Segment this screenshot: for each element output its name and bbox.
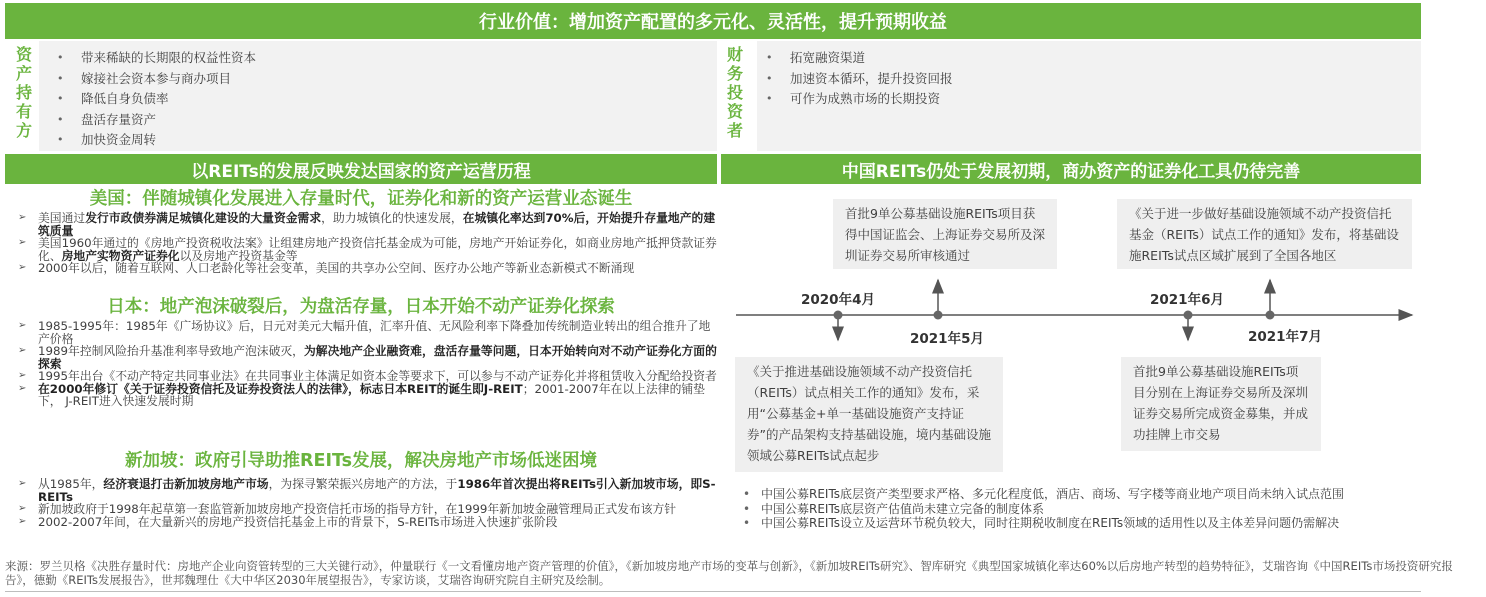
timeline-date-2021-05: 2021年5月 [910,331,984,347]
timeline-date-2020-04: 2020年4月 [801,292,875,308]
list-item: • 盘活存量资产 [55,110,256,131]
singapore-list [18,478,718,528]
footer-divider [5,591,1421,592]
timeline-box-2021-07: 首批9单公募基础设施REITs项目分别在上海证券交易所及深圳证券交易所完成资金募集，并成功挂牌上市交易 [1121,357,1321,451]
label-char: 务 [726,64,743,83]
list-item [18,383,718,408]
asset-holders-label [12,45,36,140]
list-item: ➢ 1995年出台《不动产特定共同事业法》在共同事业主体满足如资本金等要求下，可以参与不动产证券化并将租赁收入分配给投资者 [18,370,718,383]
list-item: ➢ 新加坡政府于1998年起草第一套监管新加坡房地产投资信托市场的指导方针，在1999年新加坡金融管理局正式发布该方针 [18,503,718,516]
list-item: ➢ 2002-2007年间，在大量新兴的房地产投资信托基金上市的背景下，S-REITs市场进入快速扩张阶段 [18,516,718,529]
source-note: 来源：罗兰贝格《决胜存量时代：房地产企业向资管转型的三大关键行动》，仲量联行《一文看懂房地产资产管理的价值》，《新加坡房地产市场的变革与创新》，《新加坡REITs研究》、智库研究《典型国家城镇化率达60%以后房地产转型的趋势特征》，艾瑞咨询《中国REITs市场投资研究报告》，德勤《REITs发展报告》，世邦魏理仕《大中华区2030年展望报告》，专家访谈，艾瑞咨询研究院自主研究及绘制。 [5,559,1453,587]
bold-text: 1986年首次提出将REITs引入新加坡市场，即S-REITs [38,477,716,504]
top-banner [5,3,1421,39]
label-char: 投 [726,83,743,102]
list-item [18,237,718,262]
timeline-dot [1266,311,1275,320]
text: ，为探寻繁荣振兴房地产的方法，于 [268,477,458,491]
text: ；2001-2007年在以上法律的铺垫下， J-REIT进入快速发展时期 [38,381,705,408]
text: 美国1960年通过的《房地产投资税收法案》让组建房地产投资信托基金成为可能，房地产开始证券化，如商业房地产抵押贷款证券化、 [38,236,717,263]
bold-text: 为解决地产企业融资难，盘活存量等问题，日本开始转向对不动产证券化方面的探索 [38,344,717,371]
label-char: 资 [726,102,743,121]
list-item: • 中国公募REITs设立及运营环节税负较大，同时往期税收制度在REITs领域的适用性以及主体差异问题仍需解决 [735,516,1344,531]
list-item: • 加速资本循环，提升投资回报 [764,69,953,90]
right-header-title: 中国REITs仍处于发展初期，商办资产的证券化工具仍待完善 [841,161,1301,182]
timeline-box-2020-04: 《关于推进基础设施领域不动产投资信托（REITs）试点相关工作的通知》发布，采用“公募基金+单一基础设施资产支持证券”的产品架构支持基础设施，境内基础设施领域公募REITs试点起步 [735,357,1003,472]
china-issues-list [735,487,1344,531]
bold-text: 经济衰退打击新加坡房地产市场 [103,477,269,491]
label-char: 有 [15,102,32,121]
japan-title: 日本：地产泡沫破裂后，为盘活存量，日本开始不动产证券化探索 [107,297,615,317]
list-item: • 可作为成熟市场的长期投资 [764,89,953,110]
text: 美国通过 [38,211,86,225]
list-item: • 中国公募REITs底层资产类型要求严格、多元化程度低，酒店、商场、写字楼等商业地产项目尚未纳入试点范围 [735,487,1344,502]
label-char: 方 [15,121,32,140]
bold-text: 在2000年修订《关于证券投资信托及证券投资法人的法律》，标志日本REIT的诞生即J-REIT [38,381,523,396]
left-header-title: 以REITs的发展反映发达国家的资产运营历程 [191,161,531,182]
label-char: 财 [726,45,743,64]
asset-holders-list [55,48,256,151]
bold-text: 房地产实物资产证券化 [61,248,180,263]
list-item: ➢ 2000年以后，随着互联网、人口老龄化等社会变革，美国的共享办公空间、医疗办公地产等新业态新模式不断涌现 [18,262,718,275]
list-item: • 嫁接社会资本参与商办项目 [55,69,256,90]
list-item: • 中国公募REITs底层资产估值尚未建立完备的制度体系 [735,502,1344,517]
text: 从1985年， [38,477,104,491]
left-section-header [5,154,717,184]
timeline-dot [834,311,843,320]
list-item [18,212,718,237]
bold-text: 在城镇化率达到70%后，开始提升存量地产的建筑质量 [38,211,716,238]
label-char: 资 [15,45,32,64]
timeline-box-2021-05: 首批9单公募基础设施REITs项目获得中国证监会、上海证券交易所及深圳证券交易所审核通过 [833,199,1057,269]
label-char: 产 [15,64,32,83]
timeline-box-2021-06: 《关于进一步做好基础设施领域不动产投资信托基金（REITs）试点工作的通知》发布，将基础设施REITs试点区域扩展到了全国各地区 [1117,199,1412,269]
singapore-title: 新加坡：政府引导助推REITs发展，解决房地产市场低迷困境 [125,451,597,471]
japan-list [18,320,718,408]
timeline-date-2021-06: 2021年6月 [1150,292,1224,308]
text: ，助力城镇化的快速发展， [321,211,463,225]
label-char: 持 [15,83,32,102]
usa-title: 美国：伴随城镇化发展进入存量时代，证券化和新的资产运营业态诞生 [89,189,633,209]
text: 以及房地产投资基金等 [179,248,298,263]
timeline-date-2021-07: 2021年7月 [1248,329,1322,345]
list-item: • 加快资金周转 [55,130,256,151]
list-item: ➢ 1985-1995年：1985年《广场协议》后，日元对美元大幅升值，汇率升值、无风险利率下降叠加传统制造业转出的组合推升了地产价格 [18,320,718,345]
usa-list [18,212,718,275]
list-item [18,345,718,370]
label-char: 者 [726,121,743,140]
investors-label [723,45,747,140]
timeline-dot [1184,311,1193,320]
timeline-dot [934,311,943,320]
bold-text: 发行市政债券满足城镇化建设的大量资金需求 [85,211,322,225]
list-item: • 带来稀缺的长期限的权益性资本 [55,48,256,69]
list-item: • 拓宽融资渠道 [764,48,953,69]
list-item: • 降低自身负债率 [55,89,256,110]
right-section-header [721,154,1421,184]
investors-list [764,48,953,110]
top-banner-title: 行业价值：增加资产配置的多元化、灵活性，提升预期收益 [479,12,947,33]
text: 1989年控制风险抬升基准利率导致地产泡沫破灭， [38,344,304,358]
list-item [18,478,718,503]
